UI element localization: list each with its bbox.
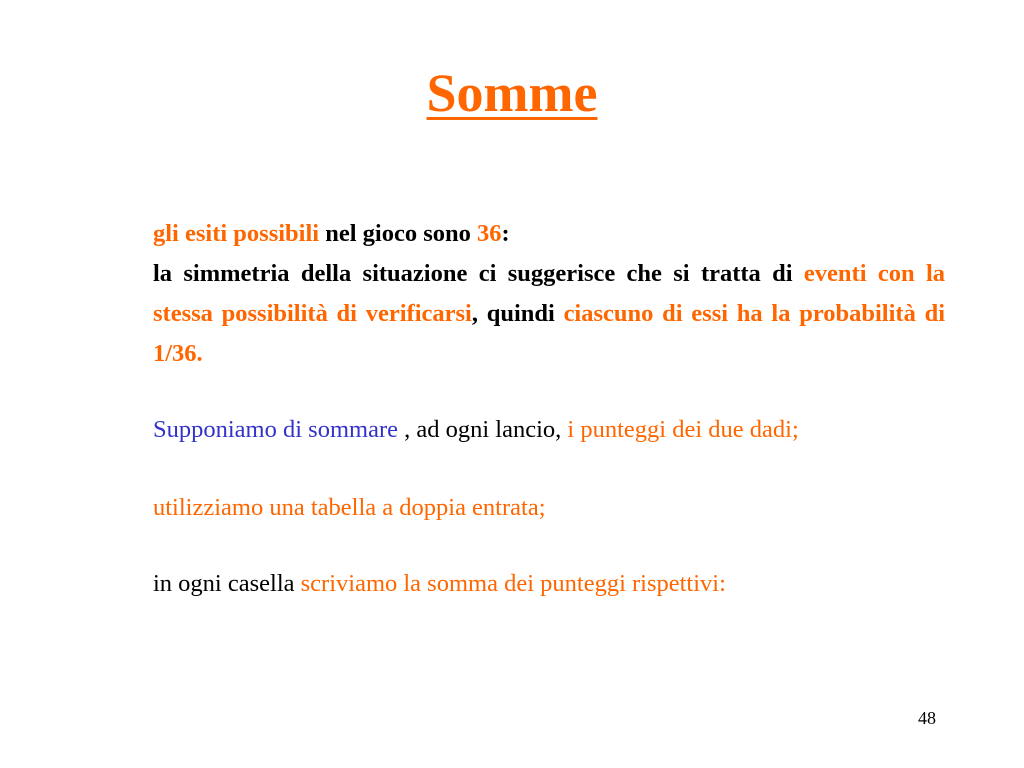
- text-plain: in ogni casella: [153, 570, 301, 597]
- text-highlight: ciascuno di essi ha la probabilità di 1/36.: [153, 300, 945, 367]
- text-highlight: i punteggi dei due dadi;: [567, 416, 799, 443]
- text-plain: , quindi: [471, 300, 564, 327]
- paragraph-symmetry: [153, 254, 945, 374]
- text-plain: la simmetria della situazione ci suggerisce che si tratta di: [153, 260, 804, 287]
- text-highlight: gli esiti possibili: [153, 220, 320, 247]
- spacer: [153, 528, 945, 564]
- slide-body: [153, 214, 945, 604]
- text-highlight-blue: Supponiamo di sommare: [153, 416, 398, 443]
- paragraph-outcomes: [153, 214, 945, 254]
- paragraph-suppose: [153, 410, 945, 450]
- text-plain: , ad ogni lancio,: [397, 416, 568, 443]
- page-number: 48: [918, 708, 936, 728]
- text-highlight: utilizziamo una tabella a doppia entrata;: [153, 494, 546, 521]
- spacer: [153, 450, 945, 488]
- text-highlight: scriviamo la somma dei punteggi rispettivi:: [300, 570, 726, 597]
- text-highlight: 36: [477, 220, 502, 247]
- paragraph-cell: [153, 564, 945, 604]
- paragraph-table: [153, 488, 945, 528]
- text-plain: nel gioco sono: [319, 220, 477, 247]
- text-plain: :: [501, 220, 510, 247]
- spacer: [153, 374, 945, 410]
- text-highlight: eventi con la stessa possibilità di verificarsi: [153, 260, 945, 327]
- slide-title: Somme: [426, 63, 598, 123]
